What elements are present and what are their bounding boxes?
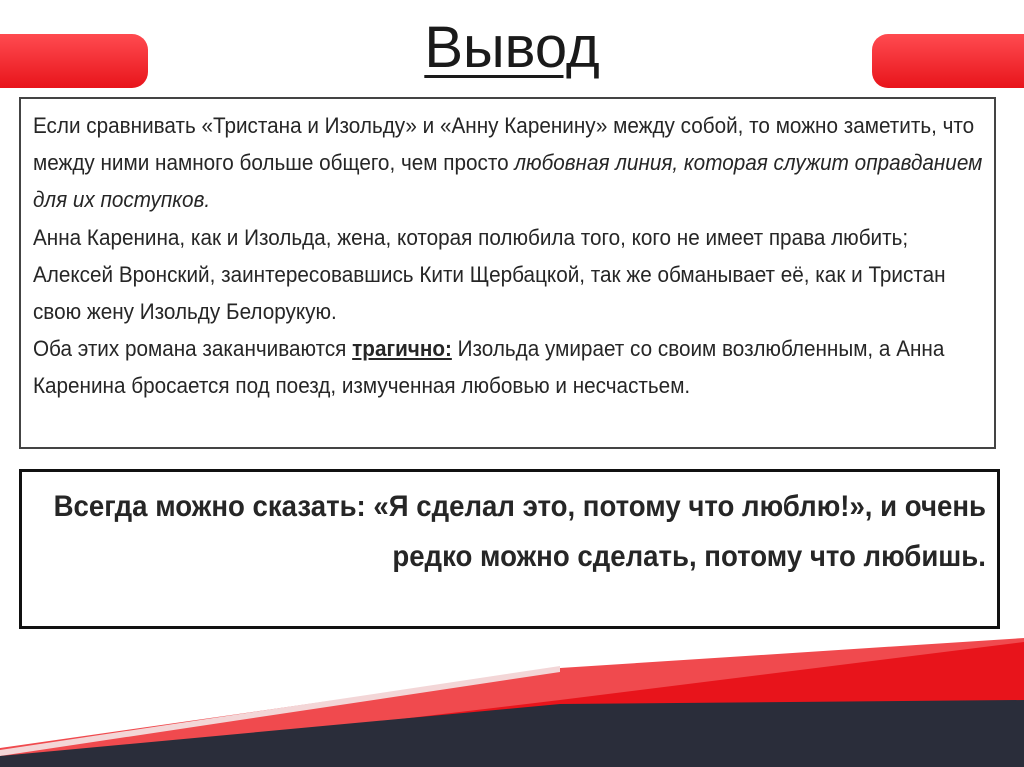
paragraph-intro [33,107,990,219]
slide-title: Вывод [424,15,600,80]
ending-start-text: Оба этих романа заканчиваются [32,336,347,362]
ending-emphasis: трагично: [352,336,452,362]
quote-box [19,469,1000,629]
ending-end-text: Изольда умирает со своим возлюбленным, а Анна Каренина бросается под поезд, измученная любовью и несчастьем. [32,336,945,399]
paragraph-ending [33,330,990,404]
intro-italic-text: любовная линия, которая служит оправданием для их поступков. [32,150,983,213]
paragraph-comparison: Анна Каренина, как и Изольда, жена, которая полюбила того, кого не имеет права любить; Алексей Вронский, заинтересовавшись Кити Щербацкой, так же обманывает её, как и Тристан свою жену Изольду Белорукую. [32,224,946,325]
main-text-box [19,97,996,449]
intro-text: Если сравнивать «Тристана и Изольду» и «Анну Каренину» между собой, то можно заметить, что между ними намного больше общего, чем просто [32,113,975,176]
bottom-decorative-bands [0,630,1024,767]
quote-text: Всегда можно сказать: «Я сделал это, потому что люблю!», и очень редко можно сделать, потому что любишь. [53,490,986,573]
